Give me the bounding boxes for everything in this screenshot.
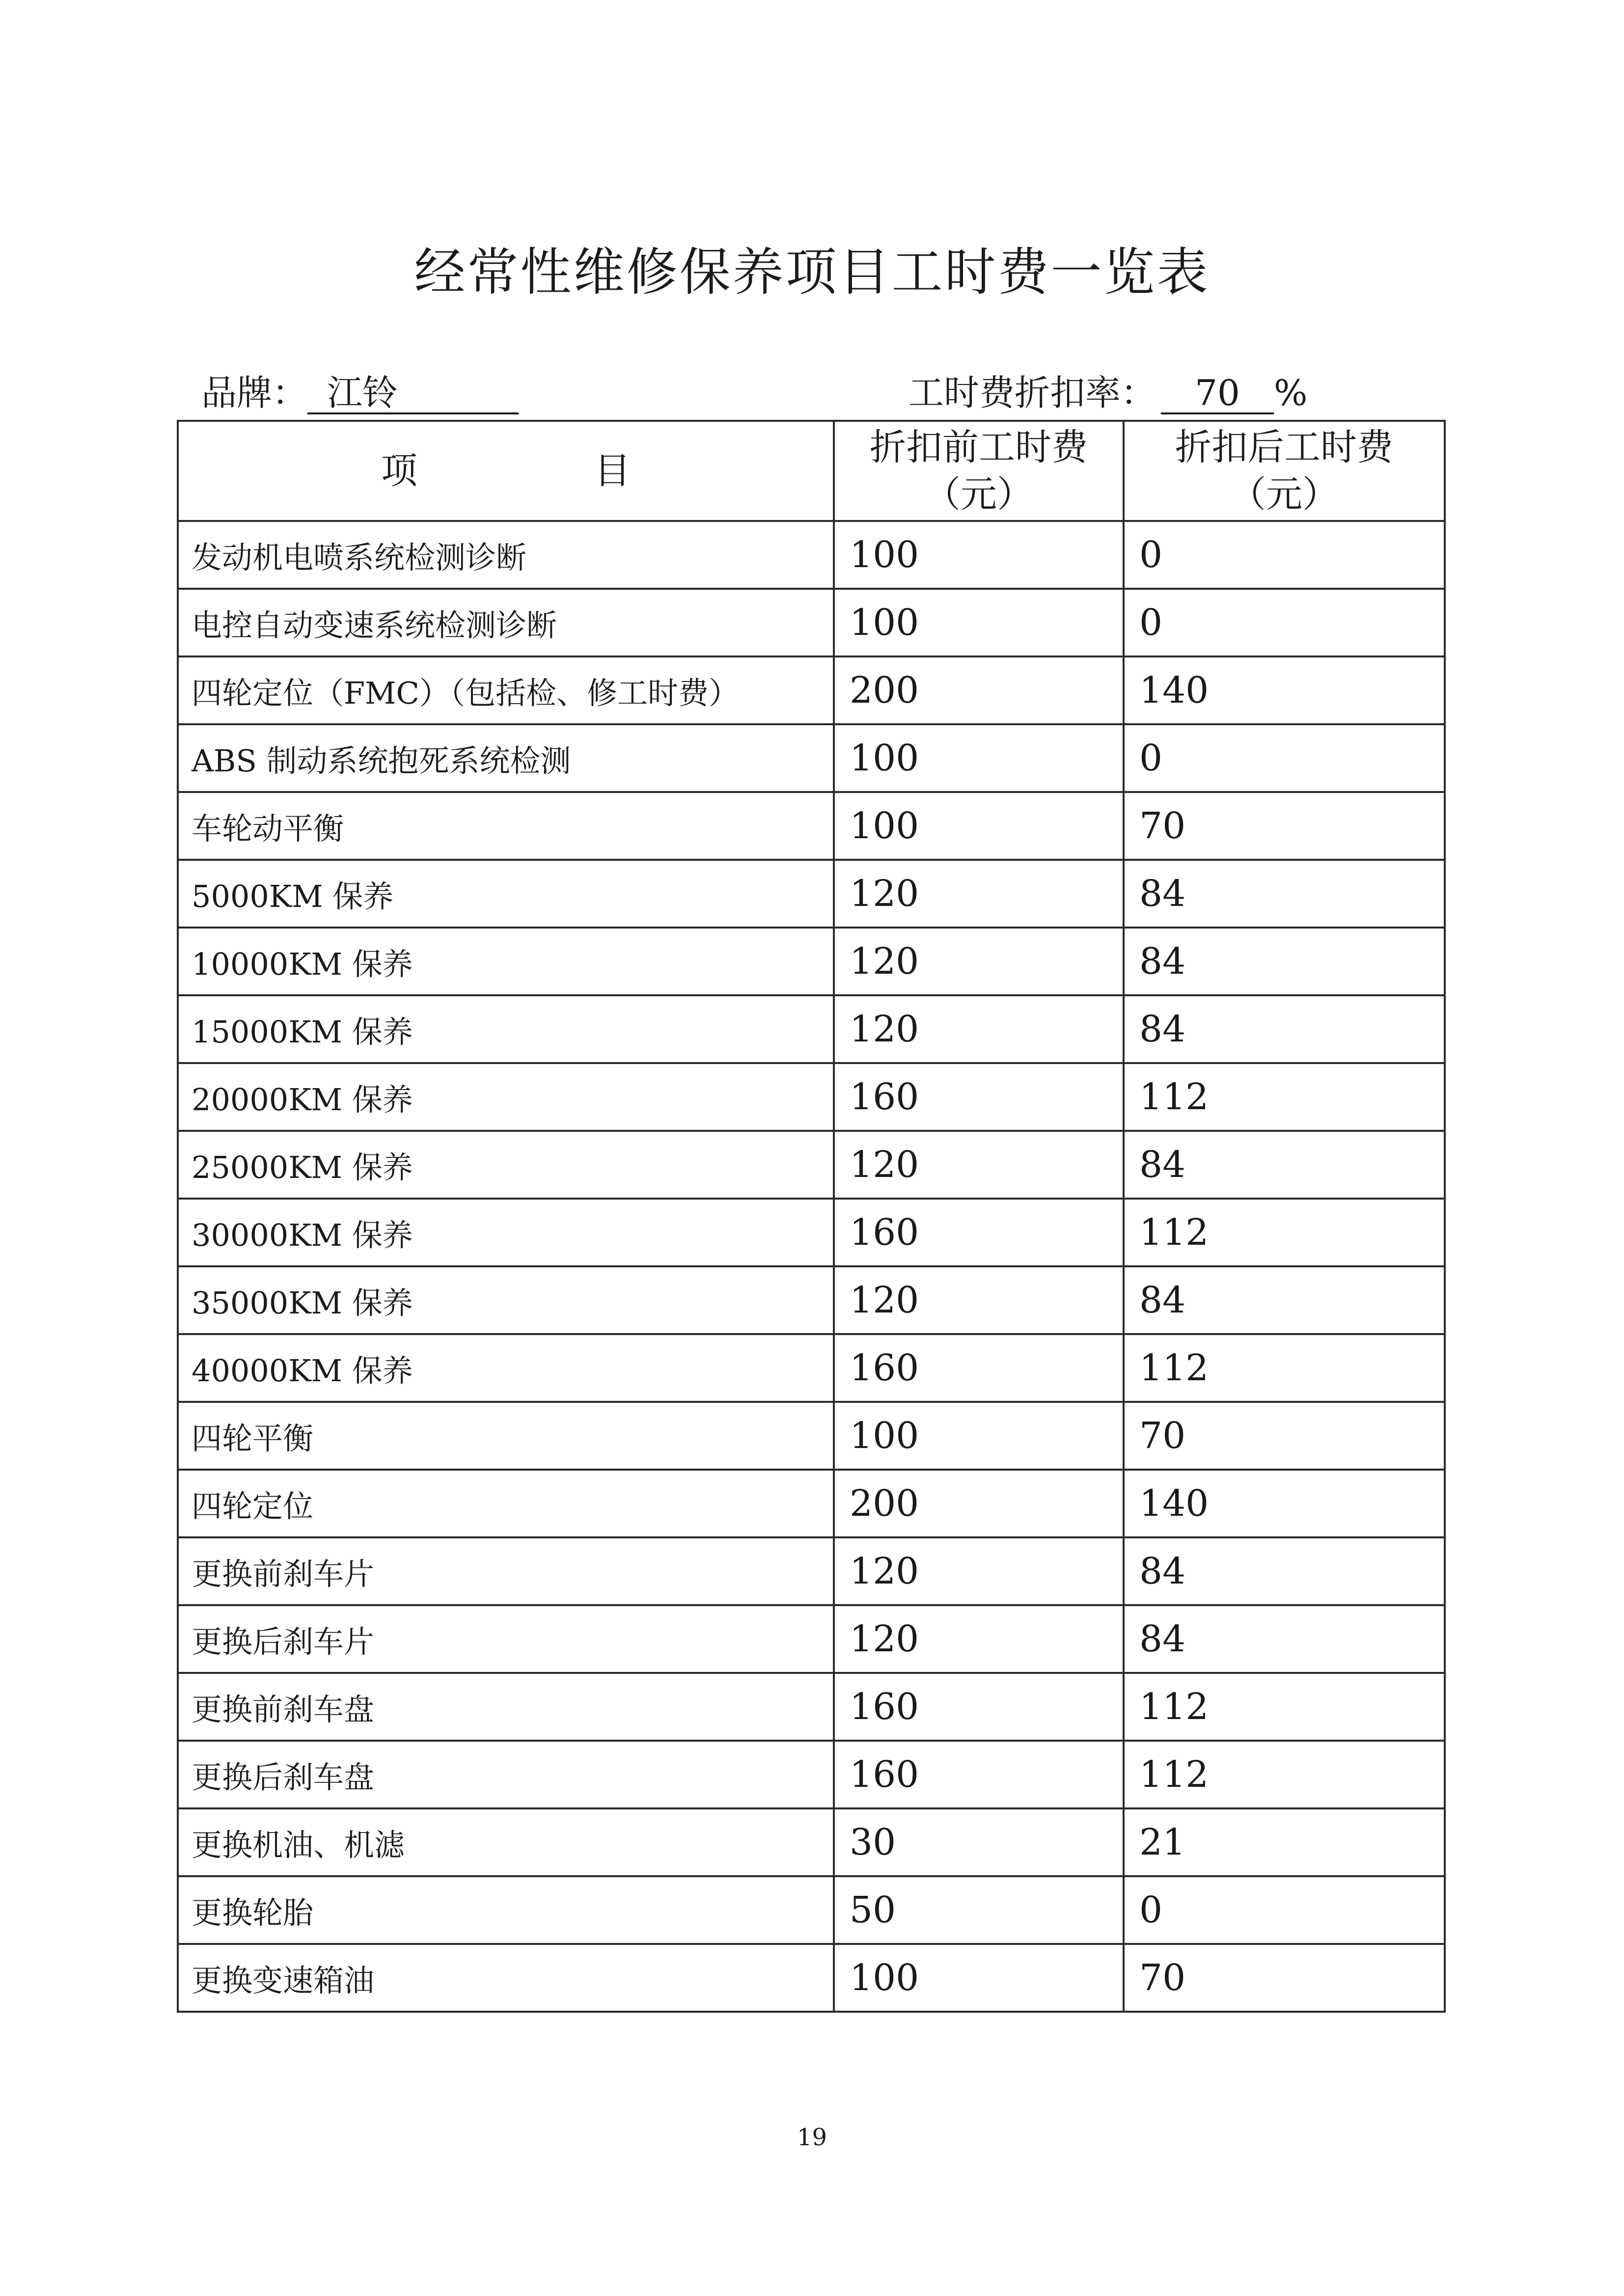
cell-item: 40000KM 保养 [178,1334,834,1402]
cell-after-discount: 112 [1124,1741,1445,1808]
labor-fee-table [177,420,1446,2013]
discount-rate-unit: % [1274,372,1308,413]
table-row [178,1944,1445,2012]
table-row [178,1605,1445,1673]
cell-after-discount: 84 [1124,928,1445,995]
table-row [178,1131,1445,1199]
discount-rate-field [908,371,1307,415]
table-row [178,1673,1445,1741]
header-item-part2: 目 [594,450,631,492]
cell-after-discount: 21 [1124,1808,1445,1876]
table-row [178,724,1445,792]
cell-before-discount: 160 [834,1334,1124,1402]
cell-item: 20000KM 保养 [178,1063,834,1131]
table-row [178,1199,1445,1266]
table-row [178,1063,1445,1131]
cell-after-discount: 84 [1124,995,1445,1063]
table-row [178,1808,1445,1876]
cell-before-discount: 120 [834,1537,1124,1605]
cell-before-discount: 120 [834,1266,1124,1334]
cell-after-discount: 112 [1124,1334,1445,1402]
table-header-row [178,421,1445,521]
table-row [178,1741,1445,1808]
cell-before-discount: 160 [834,1063,1124,1131]
cell-item: ABS 制动系统抱死系统检测 [178,724,834,792]
table-row [178,521,1445,589]
cell-before-discount: 160 [834,1199,1124,1266]
header-item [178,421,834,521]
cell-item: 更换后刹车盘 [178,1741,834,1808]
cell-item: 四轮定位 [178,1470,834,1537]
cell-before-discount: 50 [834,1876,1124,1944]
discount-rate-value: 70 [1161,373,1274,414]
cell-before-discount: 120 [834,860,1124,928]
brand-value: 江铃 [307,373,519,414]
table-row [178,1470,1445,1537]
cell-item: 发动机电喷系统检测诊断 [178,521,834,589]
header-after-unit: （元） [1230,473,1339,516]
cell-before-discount: 100 [834,792,1124,860]
cell-item: 10000KM 保养 [178,928,834,995]
cell-item: 35000KM 保养 [178,1266,834,1334]
cell-after-discount: 84 [1124,1266,1445,1334]
cell-after-discount: 0 [1124,724,1445,792]
cell-item: 车轮动平衡 [178,792,834,860]
header-before-discount [834,421,1124,521]
cell-item: 25000KM 保养 [178,1131,834,1199]
cell-after-discount: 112 [1124,1063,1445,1131]
table-row [178,1876,1445,1944]
cell-before-discount: 160 [834,1673,1124,1741]
cell-before-discount: 120 [834,1131,1124,1199]
cell-before-discount: 160 [834,1741,1124,1808]
cell-before-discount: 100 [834,1402,1124,1470]
cell-item: 更换轮胎 [178,1876,834,1944]
cell-item: 15000KM 保养 [178,995,834,1063]
header-after-discount [1124,421,1445,521]
cell-after-discount: 112 [1124,1199,1445,1266]
cell-item: 四轮平衡 [178,1402,834,1470]
cell-after-discount: 140 [1124,656,1445,724]
cell-after-discount: 84 [1124,1605,1445,1673]
discount-rate-label: 工时费折扣率： [908,372,1156,413]
cell-after-discount: 0 [1124,589,1445,656]
table-row [178,1402,1445,1470]
cell-before-discount: 200 [834,656,1124,724]
cell-after-discount: 84 [1124,860,1445,928]
cell-after-discount: 0 [1124,1876,1445,1944]
cell-item: 更换变速箱油 [178,1944,834,2012]
cell-after-discount: 0 [1124,521,1445,589]
cell-before-discount: 100 [834,521,1124,589]
table-row [178,1537,1445,1605]
cell-after-discount: 140 [1124,1470,1445,1537]
table-row [178,860,1445,928]
cell-before-discount: 120 [834,1605,1124,1673]
brand-label: 品牌： [201,372,308,413]
cell-before-discount: 100 [834,724,1124,792]
cell-before-discount: 100 [834,589,1124,656]
cell-after-discount: 70 [1124,792,1445,860]
cell-before-discount: 200 [834,1470,1124,1537]
table-row [178,792,1445,860]
cell-after-discount: 84 [1124,1131,1445,1199]
cell-item: 更换前刹车片 [178,1537,834,1605]
table-row [178,656,1445,724]
cell-item: 电控自动变速系统检测诊断 [178,589,834,656]
table-row [178,1266,1445,1334]
cell-before-discount: 30 [834,1808,1124,1876]
cell-item: 四轮定位（FMC）（包括检、修工时费） [178,656,834,724]
header-item-part1: 项 [381,450,417,492]
cell-item: 30000KM 保养 [178,1199,834,1266]
cell-after-discount: 112 [1124,1673,1445,1741]
cell-before-discount: 100 [834,1944,1124,2012]
cell-item: 更换后刹车片 [178,1605,834,1673]
table-row [178,995,1445,1063]
header-after-label: 折扣后工时费 [1175,426,1393,468]
page-number: 19 [797,2124,827,2151]
table-row [178,589,1445,656]
cell-before-discount: 120 [834,995,1124,1063]
page-title: 经常性维修保养项目工时费一览表 [414,242,1210,302]
cell-item: 5000KM 保养 [178,860,834,928]
cell-before-discount: 120 [834,928,1124,995]
header-before-unit: （元） [924,473,1033,516]
table-row [178,928,1445,995]
brand-field [201,371,519,415]
table-row [178,1334,1445,1402]
cell-item: 更换机油、机滤 [178,1808,834,1876]
cell-after-discount: 70 [1124,1944,1445,2012]
cell-item: 更换前刹车盘 [178,1673,834,1741]
header-before-label: 折扣前工时费 [870,426,1088,468]
cell-after-discount: 84 [1124,1537,1445,1605]
cell-after-discount: 70 [1124,1402,1445,1470]
